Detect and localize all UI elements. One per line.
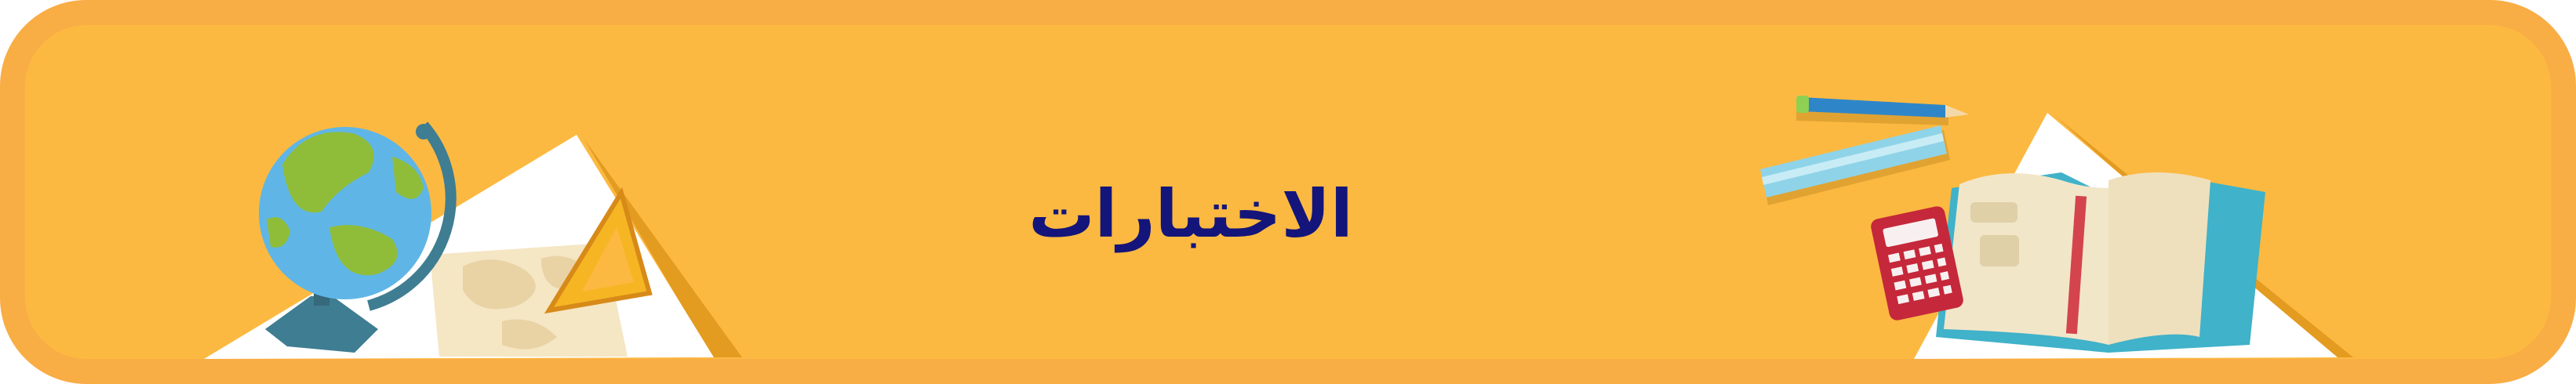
page-title: الاختبارات bbox=[1028, 176, 1353, 252]
title-container bbox=[25, 22, 2576, 384]
